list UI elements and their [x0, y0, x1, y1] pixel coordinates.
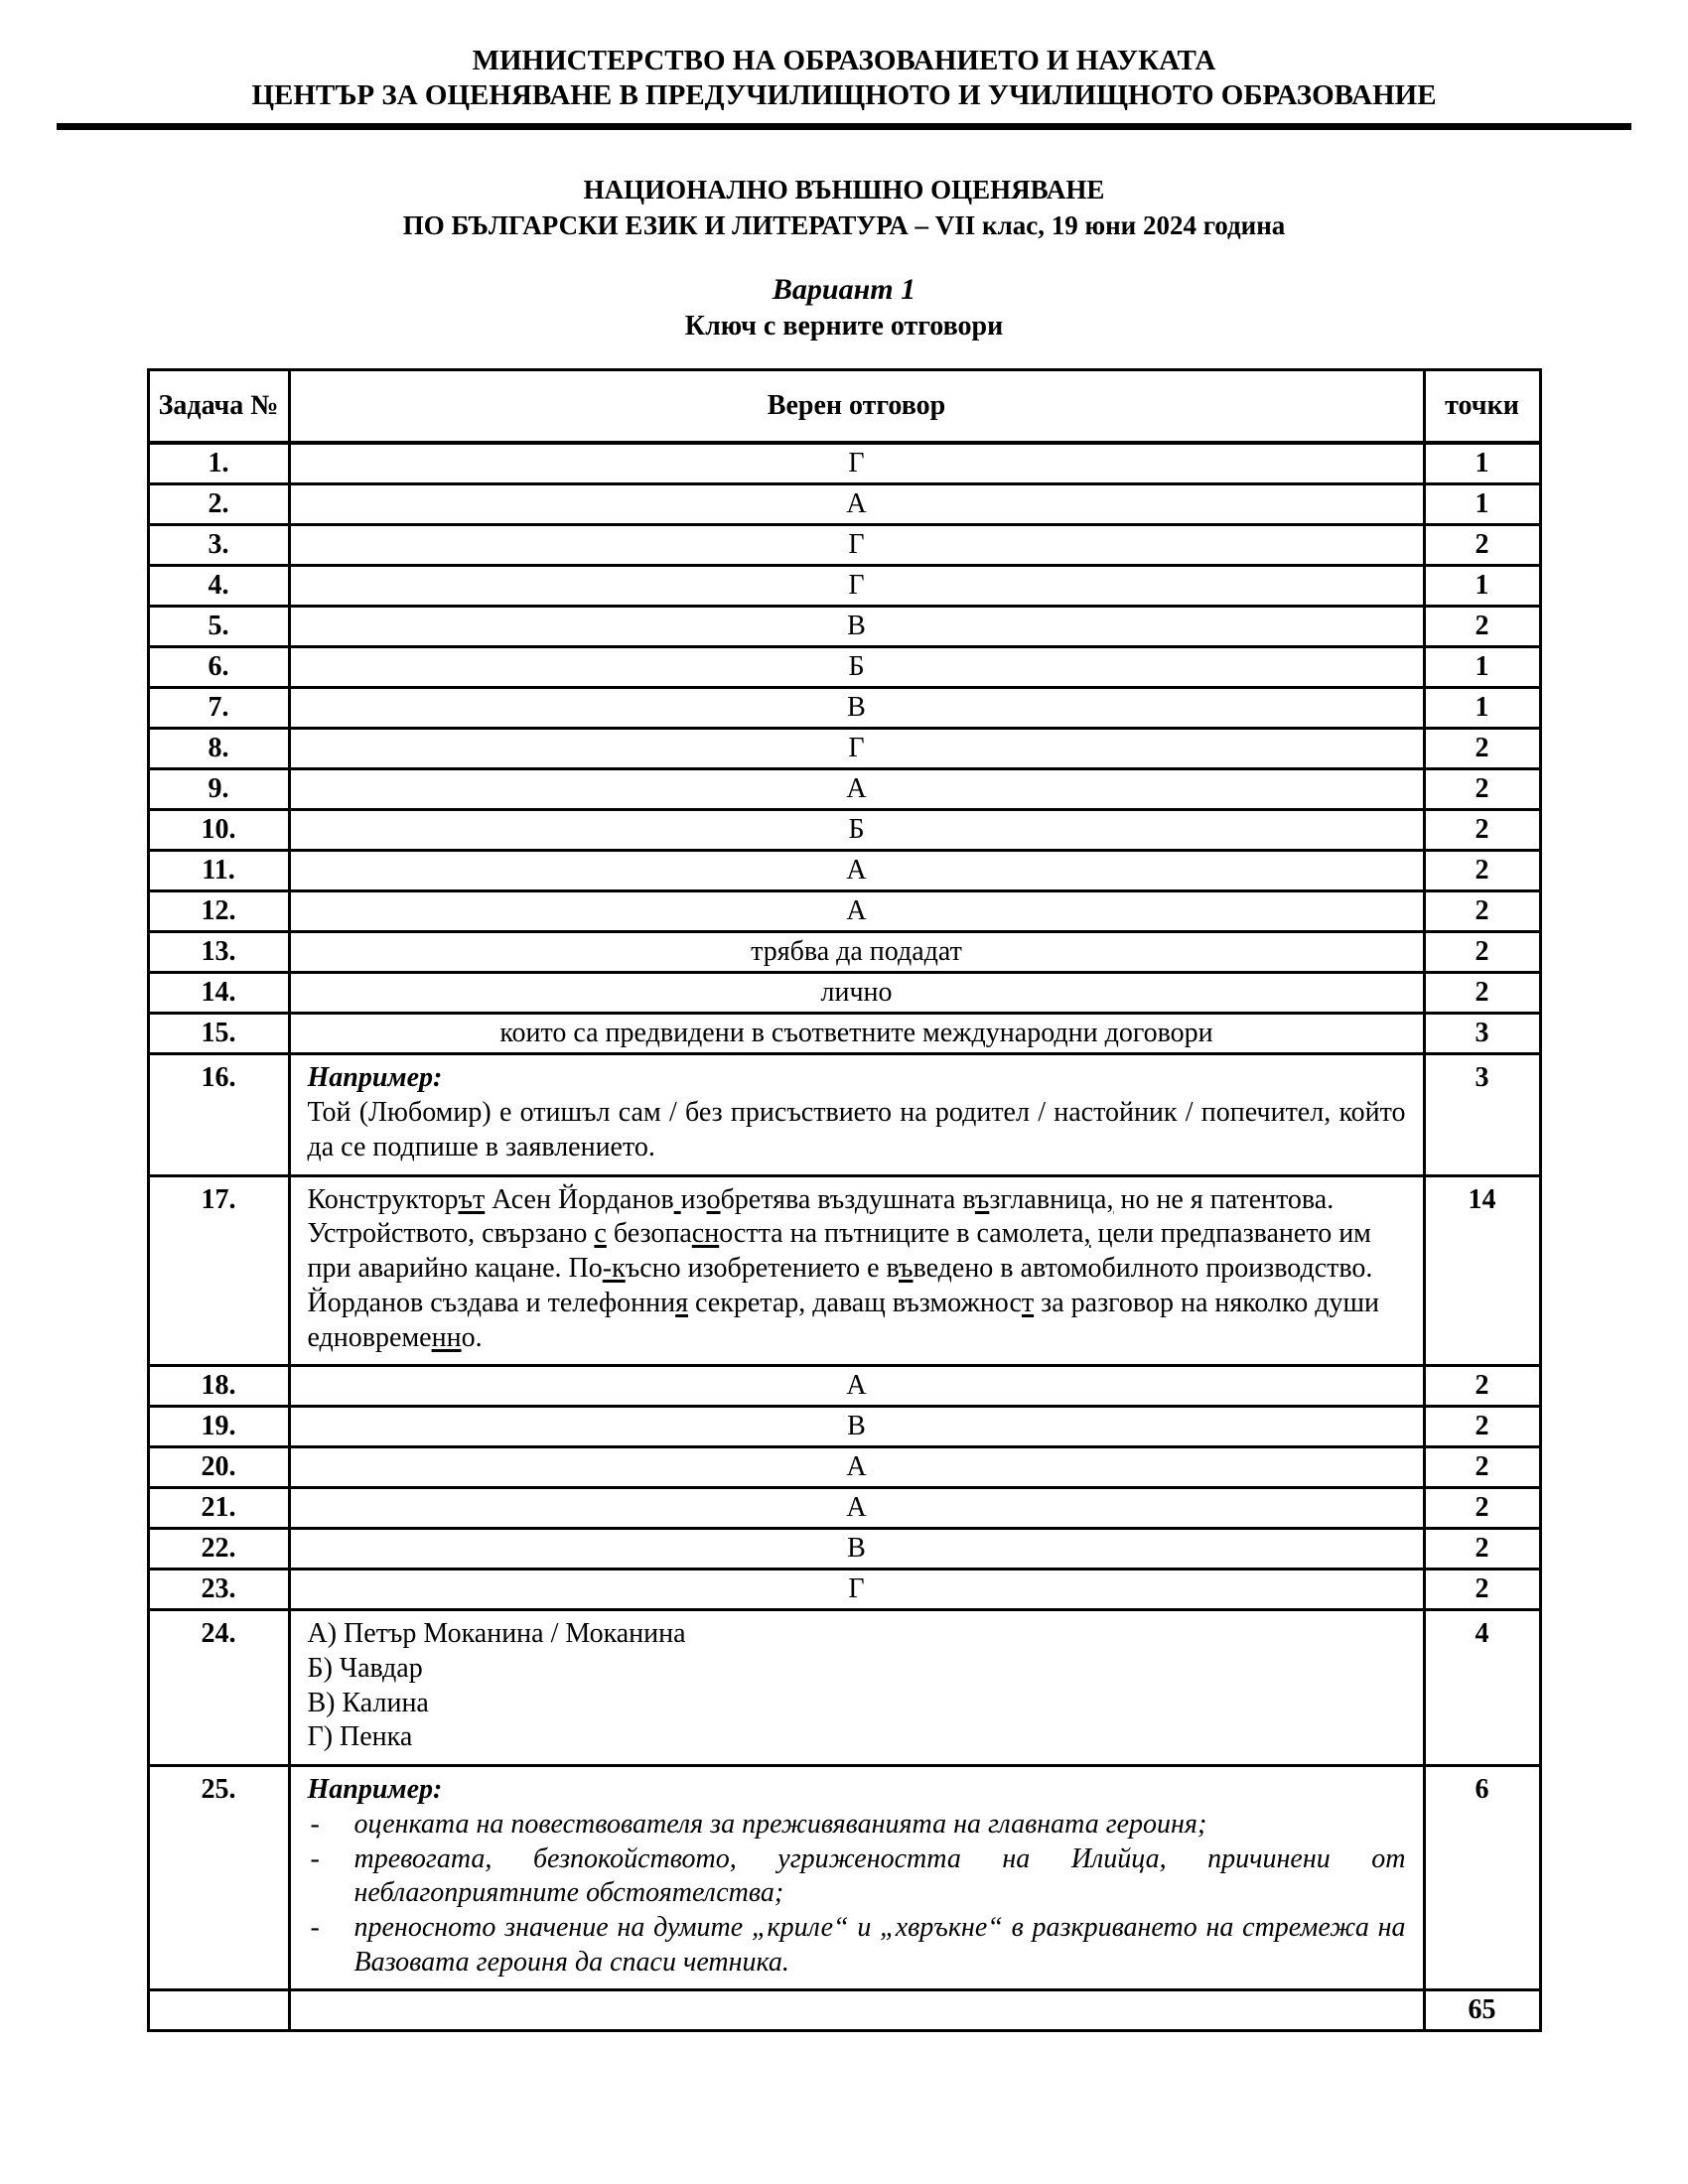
text-segment: зглавница: [989, 1183, 1107, 1215]
ministry-title: МИНИСТЕРСТВО НА ОБРАЗОВАНИЕТО И НАУКАТА: [472, 45, 1216, 76]
answer-table-body: [148, 443, 1540, 2030]
points-cell: 65: [1424, 1990, 1540, 2031]
table-row: [148, 1529, 1540, 1570]
bullet-text: преносното значение на думите „криле“ и „хвръкне“ в разкриването на стремежа на Вазовата героиня да спаси четника.: [353, 1911, 1406, 1978]
table-row: [148, 1014, 1540, 1054]
points-cell: 2: [1424, 1447, 1540, 1488]
task-number-cell: 10.: [148, 810, 289, 851]
points-cell: 2: [1424, 1529, 1540, 1570]
exam-title: НАЦИОНАЛНО ВЪНШНО ОЦЕНЯВАНЕ: [583, 174, 1105, 205]
text-segment: пазването им при аварийно кацане. По: [307, 1218, 1371, 1285]
task-number-cell: 21.: [148, 1488, 289, 1529]
table-row: [148, 1990, 1540, 2031]
text-segment: секретар, даващ възможнос: [688, 1287, 1022, 1318]
underlined-text: д: [1200, 1218, 1216, 1250]
table-row: [148, 1766, 1540, 1990]
header-row: [148, 370, 1540, 444]
answer-cell: [289, 1990, 1424, 2031]
points-cell: 1: [1424, 688, 1540, 729]
points-cell: 2: [1424, 729, 1540, 769]
table-row: [148, 729, 1540, 769]
points-cell: 2: [1424, 1570, 1540, 1610]
answer-cell: В: [289, 1407, 1424, 1447]
underlined-text: [674, 1184, 681, 1215]
answer-cell: Б: [289, 647, 1424, 688]
text-segment: о.: [461, 1321, 483, 1353]
task-number-cell: 12.: [148, 891, 289, 932]
points-cell: 2: [1424, 932, 1540, 973]
bullet-dash: -: [310, 1911, 320, 1943]
answer-key-table: [147, 368, 1542, 2032]
answer-cell: които са предвидени в съответните международни договори: [289, 1014, 1424, 1054]
underlined-text: о: [706, 1183, 721, 1215]
underlined-text: ъ: [974, 1183, 990, 1215]
underlined-text: т: [1021, 1287, 1035, 1318]
table-row: [148, 525, 1540, 566]
table-row: [148, 1366, 1540, 1407]
answer-cell: А: [289, 484, 1424, 525]
underlined-text: я: [675, 1287, 689, 1318]
text-segment: но не я патентова. Устройството, свързано: [307, 1183, 1335, 1250]
task-number-cell: 2.: [148, 484, 289, 525]
answer-cell: лично: [289, 973, 1424, 1014]
points-cell: 2: [1424, 1407, 1540, 1447]
task-number-cell: 20.: [148, 1447, 289, 1488]
answer-cell: Г: [289, 1570, 1424, 1610]
task-number-cell: 16.: [148, 1054, 289, 1175]
text-segment: из: [680, 1183, 707, 1215]
underlined-text: -к: [602, 1253, 626, 1285]
option-line: Г) Пенка: [307, 1721, 413, 1753]
text-segment: ъсно изобретението е в: [625, 1253, 900, 1285]
answer-cell: А: [289, 1488, 1424, 1529]
answer-cell: [289, 1175, 1424, 1366]
underlined-text: нн: [431, 1321, 462, 1353]
answer-cell: [289, 1766, 1424, 1990]
doc-title: [0, 172, 1688, 244]
underlined-text: ъ: [899, 1253, 914, 1285]
table-row: [148, 688, 1540, 729]
answer-cell: Г: [289, 525, 1424, 566]
table-row: [148, 810, 1540, 851]
points-cell: 1: [1424, 484, 1540, 525]
underlined-text: ,: [1083, 1218, 1091, 1250]
answer-cell: А: [289, 1366, 1424, 1407]
exam-subject-line: ПО БЪЛГАРСКИ ЕЗИК И ЛИТЕРАТУРА – VII клас, 19 юни 2024 година: [402, 210, 1286, 241]
answer-cell: трябва да подадат: [289, 932, 1424, 973]
answer-cell: В: [289, 688, 1424, 729]
underlined-text: ,: [1106, 1183, 1114, 1215]
points-cell: 3: [1424, 1054, 1540, 1175]
answer-cell: Г: [289, 729, 1424, 769]
column-header-correct-answer: Верен отговор: [289, 370, 1424, 444]
bullet-text: оценката на повествователя за преживяванията на главната героиня;: [353, 1808, 1207, 1840]
table-row: [148, 443, 1540, 484]
variant-title: Вариант 1: [772, 273, 916, 307]
points-cell: 1: [1424, 443, 1540, 484]
answer-cell: [289, 1610, 1424, 1766]
task-number-cell: 8.: [148, 729, 289, 769]
header-divider: [57, 123, 1631, 130]
points-cell: 2: [1424, 1488, 1540, 1529]
example-label: Например:: [307, 1062, 443, 1094]
task-number-cell: [148, 1990, 289, 2031]
task-number-cell: 23.: [148, 1570, 289, 1610]
answer-cell: Г: [289, 443, 1424, 484]
task-number-cell: 6.: [148, 647, 289, 688]
answer-cell: А: [289, 769, 1424, 810]
points-cell: 1: [1424, 647, 1540, 688]
example-label: Например:: [307, 1774, 443, 1806]
answer-cell: А: [289, 851, 1424, 891]
table-header: [148, 370, 1540, 444]
task-number-cell: 25.: [148, 1766, 289, 1990]
table-row: [148, 1054, 1540, 1175]
table-row: [148, 1447, 1540, 1488]
table-row: [148, 769, 1540, 810]
task-number-cell: 5.: [148, 607, 289, 647]
text-segment: безопа: [606, 1218, 692, 1250]
table-row: [148, 607, 1540, 647]
points-cell: 2: [1424, 891, 1540, 932]
points-cell: 1: [1424, 566, 1540, 607]
column-header-points: точки: [1424, 370, 1540, 444]
text-segment: цели пре: [1090, 1218, 1201, 1250]
task-number-cell: 19.: [148, 1407, 289, 1447]
points-cell: 2: [1424, 1366, 1540, 1407]
table-row: [148, 851, 1540, 891]
option-line: А) Петър Моканина / Моканина: [307, 1618, 686, 1650]
option-line: В) Калина: [307, 1687, 429, 1718]
column-header-task-number: Задача №: [148, 370, 289, 444]
points-cell: 2: [1424, 525, 1540, 566]
answer-cell: Б: [289, 810, 1424, 851]
task-number-cell: 9.: [148, 769, 289, 810]
table-row: [148, 1610, 1540, 1766]
points-cell: 6: [1424, 1766, 1540, 1990]
example-text: Той (Любомир) е отишъл сам / без присъствието на родител / настойник / попечител, който да се подпише в заявлението.: [307, 1097, 1406, 1162]
points-cell: 4: [1424, 1610, 1540, 1766]
option-line: Б) Чавдар: [307, 1652, 423, 1684]
table-row: [148, 484, 1540, 525]
table-row: [148, 566, 1540, 607]
task-number-cell: 18.: [148, 1366, 289, 1407]
text-segment: бретява въздушната в: [720, 1183, 975, 1215]
answer-cell: В: [289, 607, 1424, 647]
table-row: [148, 932, 1540, 973]
underlined-text: с: [594, 1218, 607, 1250]
bullet-item: [308, 1911, 1406, 1979]
task-number-cell: 17.: [148, 1175, 289, 1366]
points-cell: 3: [1424, 1014, 1540, 1054]
answer-cell: А: [289, 1447, 1424, 1488]
points-cell: 2: [1424, 607, 1540, 647]
task-number-cell: 1.: [148, 443, 289, 484]
task-number-cell: 15.: [148, 1014, 289, 1054]
task-number-cell: 24.: [148, 1610, 289, 1766]
table-row: [148, 647, 1540, 688]
points-cell: 2: [1424, 973, 1540, 1014]
task-number-cell: 22.: [148, 1529, 289, 1570]
answer-cell: А: [289, 891, 1424, 932]
answer-cell: [289, 1054, 1424, 1175]
bullet-dash: -: [310, 1808, 320, 1840]
points-cell: 2: [1424, 851, 1540, 891]
org-header: [0, 44, 1688, 113]
bullet-text: тревогата, безпокойството, угрижеността на Илийца, причинени от неблагоприятните обстоятелства;: [353, 1843, 1406, 1909]
task-number-cell: 3.: [148, 525, 289, 566]
text-segment: остта на пътниците в самолета: [719, 1218, 1084, 1250]
answer-key-title: Ключ с верните отговори: [684, 311, 1004, 342]
points-cell: 2: [1424, 769, 1540, 810]
underlined-text: ът: [458, 1183, 486, 1215]
text-segment: ведено в автомобилното производство. Йорданов създава и телефонни: [307, 1253, 1373, 1318]
table-row: [148, 1407, 1540, 1447]
table-row: [148, 1488, 1540, 1529]
bullet-dash: -: [310, 1843, 320, 1874]
bullet-item: [308, 1843, 1406, 1911]
text-segment: Конструктор: [307, 1183, 459, 1215]
table-row: [148, 1570, 1540, 1610]
table-row: [148, 1175, 1540, 1366]
answer-cell: В: [289, 1529, 1424, 1570]
task-number-cell: 7.: [148, 688, 289, 729]
task-number-cell: 13.: [148, 932, 289, 973]
task-number-cell: 4.: [148, 566, 289, 607]
text-segment: за разговор на няколко души едновреме: [307, 1287, 1379, 1353]
points-cell: 2: [1424, 810, 1540, 851]
underlined-text: сн: [691, 1218, 720, 1250]
bullet-item: [308, 1808, 1406, 1843]
text-segment: Асен Йорданов: [485, 1183, 674, 1215]
task-number-cell: 14.: [148, 973, 289, 1014]
center-title: ЦЕНТЪР ЗА ОЦЕНЯВАНЕ В ПРЕДУЧИЛИЩНОТО И УЧИЛИЩНОТО ОБРАЗОВАНИЕ: [251, 78, 1437, 111]
table-row: [148, 973, 1540, 1014]
table-row: [148, 891, 1540, 932]
answer-cell: Г: [289, 566, 1424, 607]
points-cell: 14: [1424, 1175, 1540, 1366]
task-number-cell: 11.: [148, 851, 289, 891]
